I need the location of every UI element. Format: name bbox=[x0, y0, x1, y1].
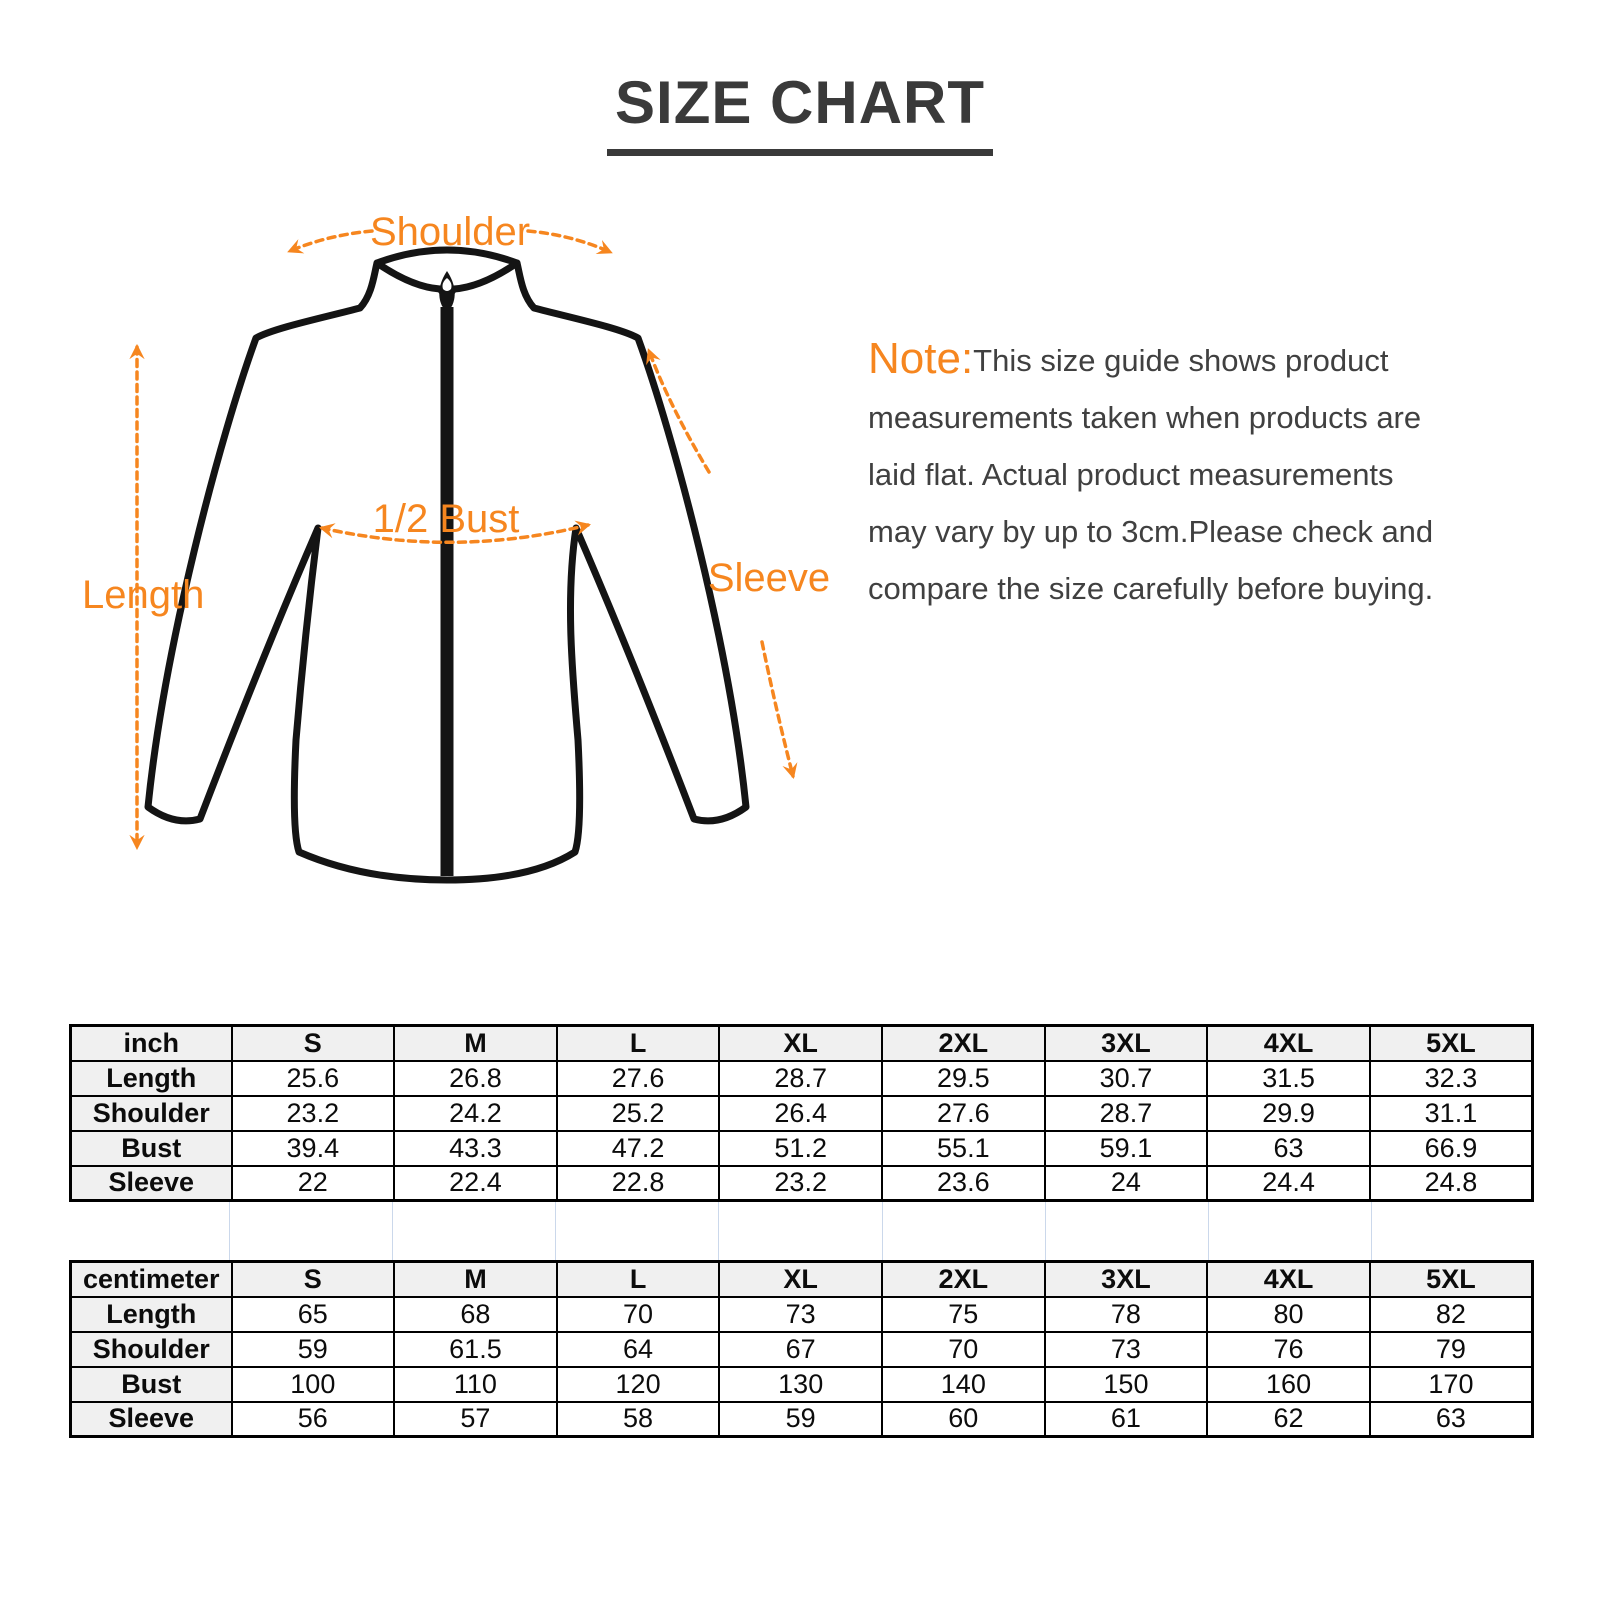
measurement-value-cell: 29.9 bbox=[1207, 1096, 1370, 1131]
shoulder-arrow-right-icon bbox=[528, 231, 610, 252]
size-column-header: M bbox=[394, 1262, 557, 1297]
measurement-row-header: Shoulder bbox=[71, 1332, 232, 1367]
measurement-value-cell: 25.2 bbox=[557, 1096, 720, 1131]
size-column-header: 2XL bbox=[882, 1262, 1045, 1297]
measurement-value-cell: 24.4 bbox=[1207, 1166, 1370, 1201]
measurement-value-cell: 61.5 bbox=[394, 1332, 557, 1367]
measurement-value-cell: 59 bbox=[232, 1332, 395, 1367]
measurement-value-cell: 27.6 bbox=[882, 1096, 1045, 1131]
table-row bbox=[71, 1166, 1533, 1201]
centimeter-size-table bbox=[69, 1260, 1534, 1438]
note-text-line: laid flat. Actual product measurements bbox=[868, 457, 1394, 492]
measurement-value-cell: 150 bbox=[1045, 1367, 1208, 1402]
measurement-value-cell: 39.4 bbox=[232, 1131, 395, 1166]
measurement-value-cell: 73 bbox=[719, 1297, 882, 1332]
size-column-header: 2XL bbox=[882, 1026, 1045, 1061]
page-title: SIZE CHART bbox=[607, 68, 993, 156]
measurement-value-cell: 22.8 bbox=[557, 1166, 720, 1201]
measurement-value-cell: 73 bbox=[1045, 1332, 1208, 1367]
measurement-value-cell: 80 bbox=[1207, 1297, 1370, 1332]
measurement-value-cell: 120 bbox=[557, 1367, 720, 1402]
size-column-header: XL bbox=[719, 1262, 882, 1297]
measurement-value-cell: 60 bbox=[882, 1402, 1045, 1437]
measurement-value-cell: 67 bbox=[719, 1332, 882, 1367]
table-row bbox=[71, 1297, 1533, 1332]
measurement-value-cell: 55.1 bbox=[882, 1131, 1045, 1166]
measurement-value-cell: 76 bbox=[1207, 1332, 1370, 1367]
measurement-value-cell: 31.5 bbox=[1207, 1061, 1370, 1096]
note-text-line: compare the size carefully before buying. bbox=[868, 571, 1434, 606]
note-label: Note: bbox=[868, 334, 974, 383]
note-paragraph bbox=[868, 330, 1558, 617]
note-text-line: This size guide shows product bbox=[973, 343, 1389, 378]
shoulder-label: Shoulder bbox=[369, 210, 531, 254]
table-row bbox=[71, 1131, 1533, 1166]
table-header-row bbox=[71, 1026, 1533, 1061]
table-header-row bbox=[71, 1262, 1533, 1297]
measurement-row-header: Sleeve bbox=[71, 1402, 232, 1437]
measurement-value-cell: 130 bbox=[719, 1367, 882, 1402]
measurement-value-cell: 56 bbox=[232, 1402, 395, 1437]
measurement-value-cell: 82 bbox=[1370, 1297, 1533, 1332]
measurement-value-cell: 65 bbox=[232, 1297, 395, 1332]
measurement-value-cell: 62 bbox=[1207, 1402, 1370, 1437]
size-column-header: 5XL bbox=[1370, 1026, 1533, 1061]
measurement-value-cell: 66.9 bbox=[1370, 1131, 1533, 1166]
measurement-value-cell: 31.1 bbox=[1370, 1096, 1533, 1131]
measurement-value-cell: 57 bbox=[394, 1402, 557, 1437]
measurement-value-cell: 51.2 bbox=[719, 1131, 882, 1166]
note-line bbox=[868, 330, 1558, 389]
size-column-header: L bbox=[557, 1262, 720, 1297]
sleeve-label: Sleeve bbox=[707, 556, 831, 600]
table-row bbox=[71, 1096, 1533, 1131]
measurement-value-cell: 70 bbox=[882, 1332, 1045, 1367]
size-column-header: 4XL bbox=[1207, 1262, 1370, 1297]
measurement-value-cell: 43.3 bbox=[394, 1131, 557, 1166]
size-column-header: 3XL bbox=[1045, 1262, 1208, 1297]
inch-table-slot bbox=[69, 1024, 1534, 1202]
table-row bbox=[71, 1061, 1533, 1096]
note-text-line: measurements taken when products are bbox=[868, 400, 1422, 435]
note-text-line: may vary by up to 3cm.Please check and bbox=[868, 514, 1434, 549]
size-column-header: S bbox=[232, 1262, 395, 1297]
measurement-value-cell: 110 bbox=[394, 1367, 557, 1402]
size-column-header: 3XL bbox=[1045, 1026, 1208, 1061]
measurement-row-header: Length bbox=[71, 1061, 232, 1096]
measurement-value-cell: 59.1 bbox=[1045, 1131, 1208, 1166]
size-column-header: 5XL bbox=[1370, 1262, 1533, 1297]
size-tables bbox=[69, 1024, 1534, 1438]
title-wrap bbox=[0, 68, 1600, 156]
size-column-header: XL bbox=[719, 1026, 882, 1061]
measurement-value-cell: 32.3 bbox=[1370, 1061, 1533, 1096]
measurement-value-cell: 28.7 bbox=[1045, 1096, 1208, 1131]
length-label: Length bbox=[82, 573, 205, 617]
measurement-row-header: Bust bbox=[71, 1131, 232, 1166]
centimeter-table-slot bbox=[69, 1260, 1534, 1438]
table-row bbox=[71, 1332, 1533, 1367]
measurement-row-header: Length bbox=[71, 1297, 232, 1332]
unit-header-cell: inch bbox=[71, 1026, 232, 1061]
measurement-value-cell: 63 bbox=[1370, 1402, 1533, 1437]
measurement-value-cell: 59 bbox=[719, 1402, 882, 1437]
measurement-value-cell: 24.2 bbox=[394, 1096, 557, 1131]
measurement-value-cell: 58 bbox=[557, 1402, 720, 1437]
measurement-row-header: Shoulder bbox=[71, 1096, 232, 1131]
measurement-value-cell: 140 bbox=[882, 1367, 1045, 1402]
table-gap bbox=[69, 1202, 1534, 1260]
measurement-value-cell: 28.7 bbox=[719, 1061, 882, 1096]
measurement-value-cell: 100 bbox=[232, 1367, 395, 1402]
size-column-header: 4XL bbox=[1207, 1026, 1370, 1061]
measurement-value-cell: 70 bbox=[557, 1297, 720, 1332]
measurement-value-cell: 170 bbox=[1370, 1367, 1533, 1402]
measurement-value-cell: 23.6 bbox=[882, 1166, 1045, 1201]
unit-header-cell: centimeter bbox=[71, 1262, 232, 1297]
measurement-value-cell: 29.5 bbox=[882, 1061, 1045, 1096]
measurement-value-cell: 26.8 bbox=[394, 1061, 557, 1096]
size-column-header: L bbox=[557, 1026, 720, 1061]
measurement-value-cell: 26.4 bbox=[719, 1096, 882, 1131]
measurement-value-cell: 24.8 bbox=[1370, 1166, 1533, 1201]
jacket-diagram bbox=[60, 175, 880, 920]
measurement-value-cell: 30.7 bbox=[1045, 1061, 1208, 1096]
measurement-value-cell: 68 bbox=[394, 1297, 557, 1332]
measurement-row-header: Bust bbox=[71, 1367, 232, 1402]
shoulder-arrow-left-icon bbox=[290, 231, 372, 251]
measurement-value-cell: 23.2 bbox=[719, 1166, 882, 1201]
measurement-value-cell: 75 bbox=[882, 1297, 1045, 1332]
measurement-value-cell: 47.2 bbox=[557, 1131, 720, 1166]
measurement-value-cell: 22 bbox=[232, 1166, 395, 1201]
table-row bbox=[71, 1367, 1533, 1402]
bust-label: 1/2 Bust bbox=[372, 497, 520, 541]
measurement-row-header: Sleeve bbox=[71, 1166, 232, 1201]
inch-size-table bbox=[69, 1024, 1534, 1202]
measurement-value-cell: 27.6 bbox=[557, 1061, 720, 1096]
jacket-outline-icon bbox=[148, 250, 746, 880]
table-row bbox=[71, 1402, 1533, 1437]
measurement-value-cell: 25.6 bbox=[232, 1061, 395, 1096]
measurement-value-cell: 64 bbox=[557, 1332, 720, 1367]
measurement-value-cell: 79 bbox=[1370, 1332, 1533, 1367]
sleeve-arrow-lower-icon bbox=[762, 642, 793, 776]
measurement-value-cell: 160 bbox=[1207, 1367, 1370, 1402]
measurement-value-cell: 24 bbox=[1045, 1166, 1208, 1201]
size-column-header: M bbox=[394, 1026, 557, 1061]
measurement-value-cell: 61 bbox=[1045, 1402, 1208, 1437]
measurement-value-cell: 63 bbox=[1207, 1131, 1370, 1166]
size-column-header: S bbox=[232, 1026, 395, 1061]
measurement-value-cell: 78 bbox=[1045, 1297, 1208, 1332]
measurement-value-cell: 22.4 bbox=[394, 1166, 557, 1201]
measurement-value-cell: 23.2 bbox=[232, 1096, 395, 1131]
